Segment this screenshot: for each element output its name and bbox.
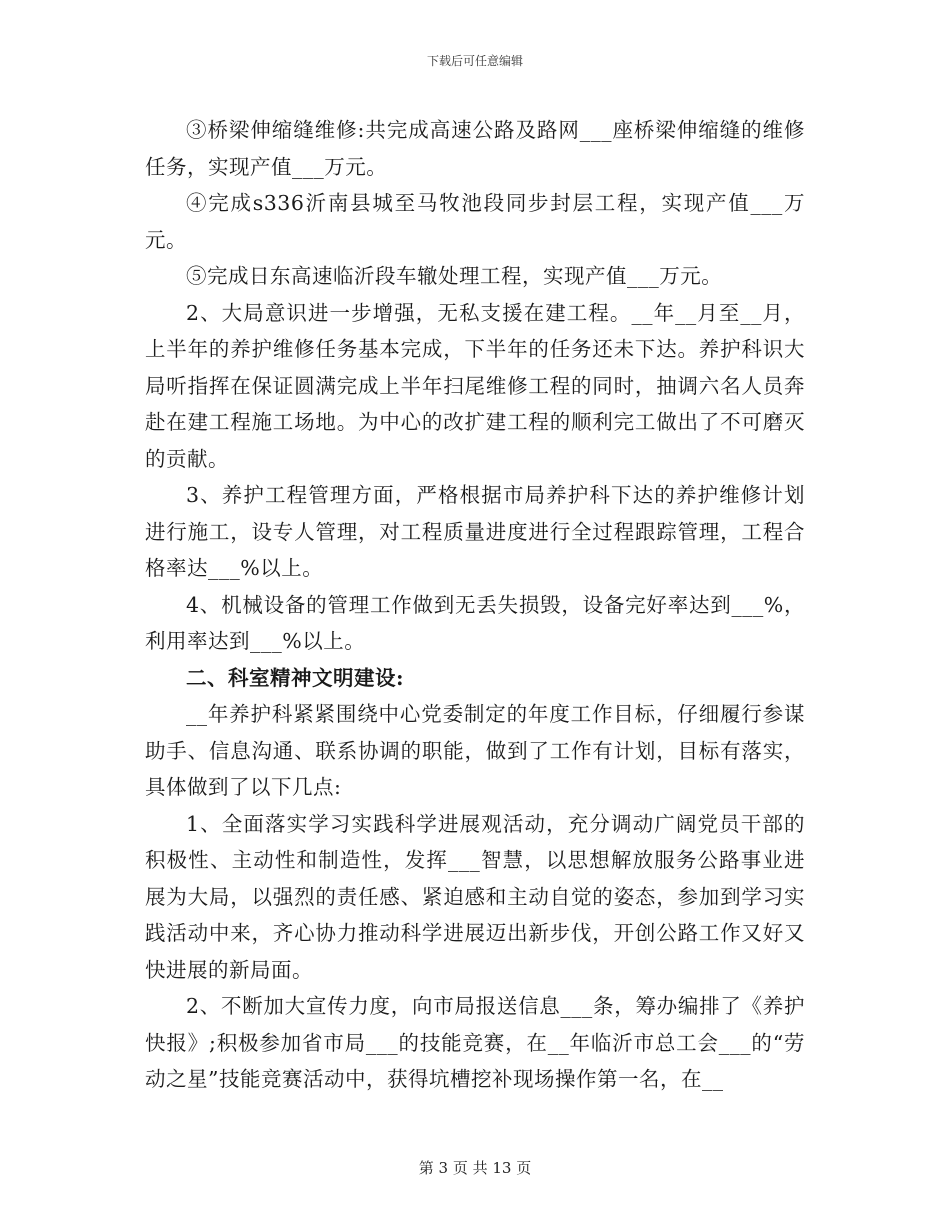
paragraph-study-practice: 1、全面落实学习实践科学进展观活动，充分调动广阔党员干部的积极性、主动性和制造性，发挥___智慧，以思想解放服务公路事业进展为大局，以强烈的责任感、紧迫感和主动自觉的姿态，参加到学习实践活动中来，齐心协力推动科学进展迈出新步伐，开创公路工作又好又快进展的新局面。 xyxy=(145,811,805,982)
paragraph-rut-treatment: ⑤完成日东高速临沂段车辙处理工程，实现产值___万元。 xyxy=(186,264,723,288)
paragraph-publicity: 2、不断加大宣传力度，向市局报送信息___条，筹办编排了《养护快报》;积极参加省市局___的技能竞赛，在__年临沂市总工会___的“劳动之星”技能竞赛活动中，获得坑槽挖补现场操作第一名，在__ xyxy=(145,994,805,1091)
paragraph-s336-seal: ④完成s336沂南县城至马牧池段同步封层工程，实现产值___万元。 xyxy=(145,191,805,252)
section-heading: 二、科室精神文明建设: xyxy=(186,665,405,690)
page-footer: 第 3 页 共 13 页 xyxy=(418,1159,532,1177)
paragraph-bridge-joint: ③桥梁伸缩缝维修:共完成高速公路及路网___座桥梁伸缩缝的维修任务，实现产值___万元。 xyxy=(145,118,805,179)
page-header: 下载后可任意编辑 xyxy=(426,54,523,68)
paragraph-project-management: 3、养护工程管理方面，严格根据市局养护科下达的养护维修计划进行施工，设专人管理，对工程质量进度进行全过程跟踪管理，工程合格率达___%以上。 xyxy=(145,483,805,580)
paragraph-annual-goals: __年养护科紧紧围绕中心党委制定的年度工作目标，仔细履行参谋助手、信息沟通、联系协调的职能，做到了工作有计划，目标有落实，具体做到了以下几点: xyxy=(145,702,805,799)
paragraph-equipment: 4、机械设备的管理工作做到无丢失损毁，设备完好率达到___%，利用率达到___%以上。 xyxy=(145,592,805,653)
paragraph-support-projects: 2、大局意识进一步增强，无私支援在建工程。__年__月至__月，上半年的养护维修任务基本完成，下半年的任务还未下达。养护科识大局听指挥在保证圆满完成上半年扫尾维修工程的同时，抽调六名人员奔赴在建工程施工场地。为中心的改扩建工程的顺利完工做出了不可磨灭的贡献。 xyxy=(145,300,805,471)
document-body xyxy=(145,112,805,1098)
